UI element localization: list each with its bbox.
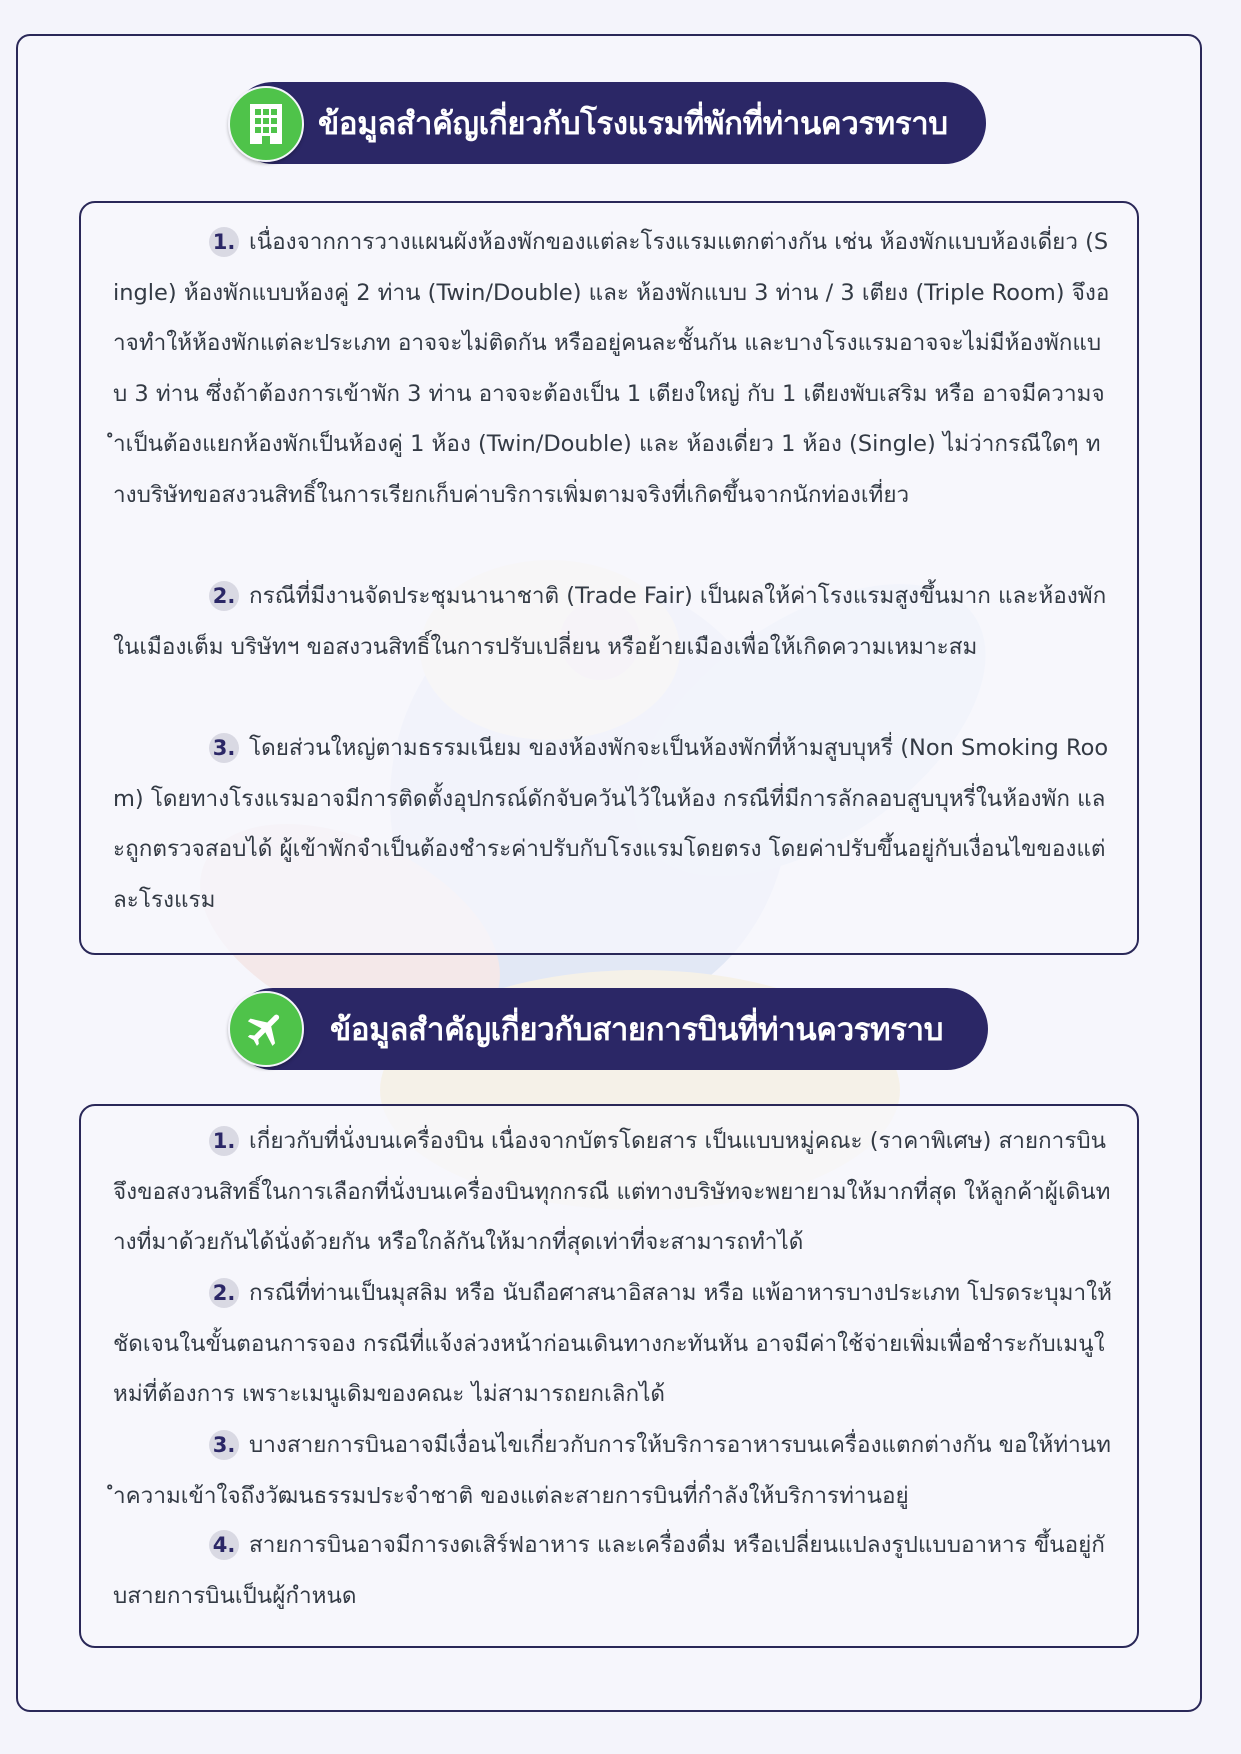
hotel-section-title: ข้อมูลสำคัญเกี่ยวกับโรงแรมที่พักที่ท่านควรทราบ	[318, 106, 948, 142]
item-number: 2.	[209, 1278, 239, 1308]
airline-info-box	[79, 1104, 1139, 1648]
item-text: เกี่ยวกับที่นั่งบนเครื่องบิน เนื่องจากบัตรโดยสาร เป็นแบบหมู่คณะ (ราคาพิเศษ) สายการบินจึงขอสงวนสิทธิ์ในการเลือกที่นั่งบนเครื่องบินทุกกรณี แต่ทางบริษัทจะพยายามให้มากที่สุด ให้ลูกค้าผู้เดินทางที่มาด้วยกันได้นั่งด้วยกัน หรือใกล้กันให้มากที่สุดเท่าที่จะสามารถทำได้	[113, 1128, 1111, 1255]
item-number: 3.	[209, 1430, 239, 1460]
item-text: เนื่องจากการวางแผนผังห้องพักของแต่ละโรงแรมแตกต่างกัน เช่น ห้องพักแบบห้องเดี่ยว (Single) ห้องพักแบบห้องคู่ 2 ท่าน (Twin/Double) และ ห้องพักแบบ 3 ท่าน / 3 เตียง (Triple Room) จึงอาจทำให้ห้องพักแต่ละประเภท อาจจะไม่ติดกัน หรืออยู่คนละชั้นกัน และบางโรงแรมอาจจะไม่มีห้องพักแบบ 3 ท่าน ซึ่งถ้าต้องการเข้าพัก 3 ท่าน อาจจะต้องเป็น 1 เตียงใหญ่ กับ 1 เตียงพับเสริม หรือ อาจมีความจำเป็นต้องแยกห้องพักเป็นห้องคู่ 1 ห้อง (Twin/Double) และ ห้องเดี่ยว 1 ห้อง (Single) ไม่ว่ากรณีใดๆ ทางบริษัทขอสงวนสิทธิ์ในการเรียกเก็บค่าบริการเพิ่มตามจริงที่เกิดขึ้นจากนักท่องเที่ยว	[113, 229, 1110, 508]
airplane-icon	[228, 991, 304, 1067]
hotel-item-2	[113, 571, 1113, 672]
hotel-section-header	[232, 82, 986, 164]
airline-item-4	[113, 1520, 1113, 1621]
item-number: 1.	[209, 1126, 239, 1156]
airline-section-title: ข้อมูลสำคัญเกี่ยวกับสายการบินที่ท่านควรทราบ	[330, 1012, 944, 1048]
item-text: กรณีที่ท่านเป็นมุสลิม หรือ นับถือศาสนาอิสลาม หรือ แพ้อาหารบางประเภท โปรดระบุมาให้ชัดเจนในขั้นตอนการจอง กรณีที่แจ้งล่วงหน้าก่อนเดินทางกะทันหัน อาจมีค่าใช้จ่ายเพิ่มเพื่อชำระกับเมนูใหม่ที่ต้องการ เพราะเมนูเดิมของคณะ ไม่สามารถยกเลิกได้	[113, 1280, 1112, 1407]
item-number: 3.	[209, 733, 239, 763]
airline-section-header	[232, 988, 988, 1070]
hotel-info-box	[79, 201, 1139, 955]
item-text: โดยส่วนใหญ่ตามธรรมเนียม ของห้องพักจะเป็นห้องพักที่ห้ามสูบบุหรี่ (Non Smoking Room) โดยทางโรงแรมอาจมีการติดตั้งอุปกรณ์ดักจับควันไว้ในห้อง กรณีที่มีการลักลอบสูบบุหรี่ในห้องพัก และถูกตรวจสอบได้ ผู้เข้าพักจำเป็นต้องชำระค่าปรับกับโรงแรมโดยตรง โดยค่าปรับขึ้นอยู่กับเงื่อนไขของแต่ละโรงแรม	[113, 735, 1109, 913]
airline-item-3	[113, 1420, 1113, 1521]
item-text: กรณีที่มีงานจัดประชุมนานาชาติ (Trade Fair) เป็นผลให้ค่าโรงแรมสูงขึ้นมาก และห้องพักในเมืองเต็ม บริษัทฯ ขอสงวนสิทธิ์ในการปรับเปลี่ยน หรือย้ายเมืองเพื่อให้เกิดความเหมาะสม	[113, 583, 1107, 660]
airline-item-1	[113, 1116, 1113, 1268]
building-icon	[228, 86, 304, 162]
item-number: 2.	[209, 581, 239, 611]
item-text: สายการบินอาจมีการงดเสิร์ฟอาหาร และเครื่องดื่ม หรือเปลี่ยนแปลงรูปแบบอาหาร ขึ้นอยู่กับสายการบินเป็นผู้กำหนด	[113, 1532, 1105, 1609]
item-number: 1.	[209, 227, 239, 257]
airline-item-2	[113, 1268, 1113, 1420]
hotel-item-1	[113, 217, 1113, 520]
hotel-item-3	[113, 723, 1113, 925]
item-number: 4.	[209, 1530, 239, 1560]
item-text: บางสายการบินอาจมีเงื่อนไขเกี่ยวกับการให้บริการอาหารบนเครื่องแตกต่างกัน ขอให้ท่านทำความเข้าใจถึงวัฒนธรรมประจำชาติ ของแต่ละสายการบินที่กำลังให้บริการท่านอยู่	[113, 1432, 1111, 1509]
